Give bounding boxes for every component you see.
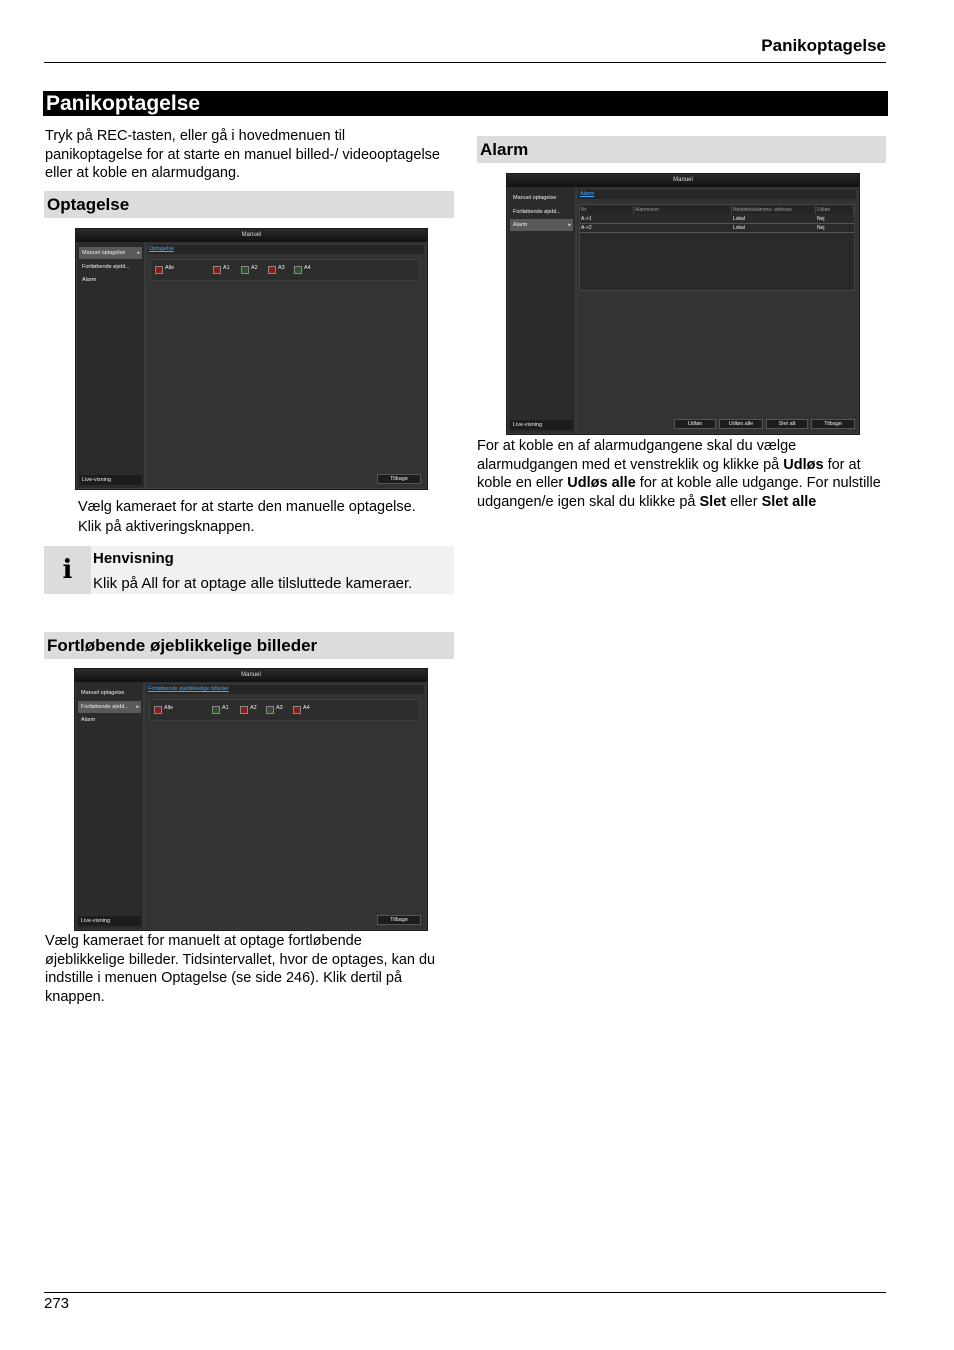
camera-checkbox-a3[interactable] [268,266,276,274]
column-header-alarm-name: Alarmnavn [634,206,732,214]
sidebar-item-continuous-snapshots[interactable]: Fortløbende øjebl... [82,264,130,270]
camera-label-a1: A1 [222,705,229,711]
main-panel [577,187,858,433]
page-title: Panikoptagelse [43,91,888,116]
camera-label-a2: A2 [251,265,258,271]
column-header-nr: Nr. [580,206,634,214]
camera-checkbox-a4[interactable] [293,706,301,714]
camera-row [149,699,420,721]
live-view-button[interactable]: Live-visning [78,916,141,926]
screenshot-continuous-snapshots [74,668,428,931]
all-label: Alle [164,705,174,711]
sidebar-item-manual-recording[interactable]: Manuel optagelse [513,195,557,201]
optagelse-instruction-1: Vælg kameraet for at starte den manuelle optagelse. [78,499,416,515]
column-header-trigger: Udløs [816,206,854,214]
sidebar-item-manual-recording[interactable]: Manuel optagelse [81,690,125,696]
note-box [44,546,454,594]
page-number: 273 [44,1295,70,1312]
header-rule [44,62,886,63]
back-button[interactable]: Tilbage [811,419,855,429]
row-divider [580,223,854,224]
camera-checkbox-a1[interactable] [212,706,220,714]
alarm-term-trigger-all: Udløs alle [567,475,636,491]
breadcrumb-link[interactable]: Optagelse [148,245,424,254]
sidebar-item-alarm[interactable]: Alarm ▸ [510,219,573,231]
camera-checkbox-a2[interactable] [241,266,249,274]
all-checkbox[interactable] [155,266,163,274]
sidebar-menu [76,682,143,929]
table-cell[interactable]: A->1 [581,216,592,222]
table-cell: Nej [817,225,825,231]
note-text: Klik på All for at optage alle tilsluttede kameraer. [93,575,413,592]
alarm-term-trigger: Udløs [783,456,824,473]
alarm-text: For at koble en af alarmudgangene skal du vælge alarmudgangen med et venstreklik og klikke på [477,438,797,473]
alarm-term-clear-all: Slet alle [761,493,817,510]
camera-label-a2: A2 [250,705,257,711]
camera-checkbox-a3[interactable] [266,706,274,714]
alarm-text: for at koble en eller [477,456,861,491]
main-panel [146,242,426,488]
footer-rule [44,1292,886,1293]
alarm-table [579,204,855,291]
camera-label-a3: A3 [276,705,283,711]
clear-all-button[interactable]: Slet alt [766,419,808,429]
camera-row [150,259,420,281]
running-header: Panikoptagelse [761,36,886,55]
main-panel [145,682,426,929]
table-cell[interactable]: A->2 [581,225,592,231]
section-heading-optagelse: Optagelse [44,191,454,218]
table-cell: Lokal [733,216,745,222]
camera-checkbox-a1[interactable] [213,266,221,274]
alarm-text: for at koble alle udgange. For nulstille udgangen/e igen skal du klikke på [477,475,881,510]
all-label: Alle [165,265,175,271]
window-title: Manuel [507,174,859,187]
note-title: Henvisning [93,550,174,567]
table-cell: Nej [817,216,825,222]
live-view-button[interactable]: Live-visning [79,475,142,485]
sidebar-item-continuous-snapshots[interactable]: Fortløbende øjebl... ▸ [78,701,141,713]
camera-checkbox-a2[interactable] [240,706,248,714]
camera-label-a4: A4 [303,705,310,711]
camera-label-a1: A1 [223,265,230,271]
sidebar-menu [508,187,575,433]
sidebar-item-manual-recording[interactable]: Manuel optagelse ▸ [79,247,142,259]
sidebar-item-alarm[interactable]: Alarm [82,277,97,283]
row-divider [580,232,854,233]
sidebar-item-alarm[interactable]: Alarm [81,717,96,723]
window-title: Manuel [75,669,427,682]
section-heading-alarm: Alarm [477,136,886,163]
alarm-term-clear: Slet [699,493,727,510]
camera-label-a4: A4 [304,265,311,271]
all-checkbox[interactable] [154,706,162,714]
breadcrumb-link[interactable]: Fortløbende øjeblikkelige billeder [147,685,424,694]
sidebar-item-continuous-snapshots[interactable]: Fortløbende øjebl... [513,209,561,215]
camera-label-a3: A3 [278,265,285,271]
screenshot-manual-recording [75,228,428,490]
intro-paragraph: Tryk på REC-tasten, eller gå i hovedmenuen til panikoptagelse for at starte en manuel billed-/ videooptagelse eller at koble en alarmudgang. [45,128,440,181]
alarm-paragraph [477,437,886,511]
screenshot-alarm [506,173,860,435]
section-heading-fortlobende: Fortløbende øjeblikkelige billeder [44,632,454,659]
alarm-text: eller [726,493,762,510]
trigger-all-button[interactable]: Udløs alle [719,419,763,429]
info-icon: i [44,546,91,594]
table-cell: Lokal [733,225,745,231]
live-view-button[interactable]: Live-visning [510,420,573,430]
window-title: Manuel [76,229,427,242]
column-header-network-camera-address: Netværkskamera- adresse [732,206,816,214]
fortlobende-paragraph: Vælg kameraet for manuelt at optage fortløbende øjeblikkelige billeder. Tidsintervallet, hvor de optages, kan du indstille i menuen Optagelse (se side 246). Klik dertil på knappen. [45,933,436,1005]
back-button[interactable]: Tilbage [377,474,421,484]
camera-checkbox-a4[interactable] [294,266,302,274]
trigger-button[interactable]: Udløs [674,419,716,429]
back-button[interactable]: Tilbage [377,915,421,925]
sidebar-menu [77,242,144,488]
breadcrumb-link[interactable]: Alarm [579,190,856,199]
optagelse-instruction-2: Klik på aktiveringsknappen. [78,519,255,535]
